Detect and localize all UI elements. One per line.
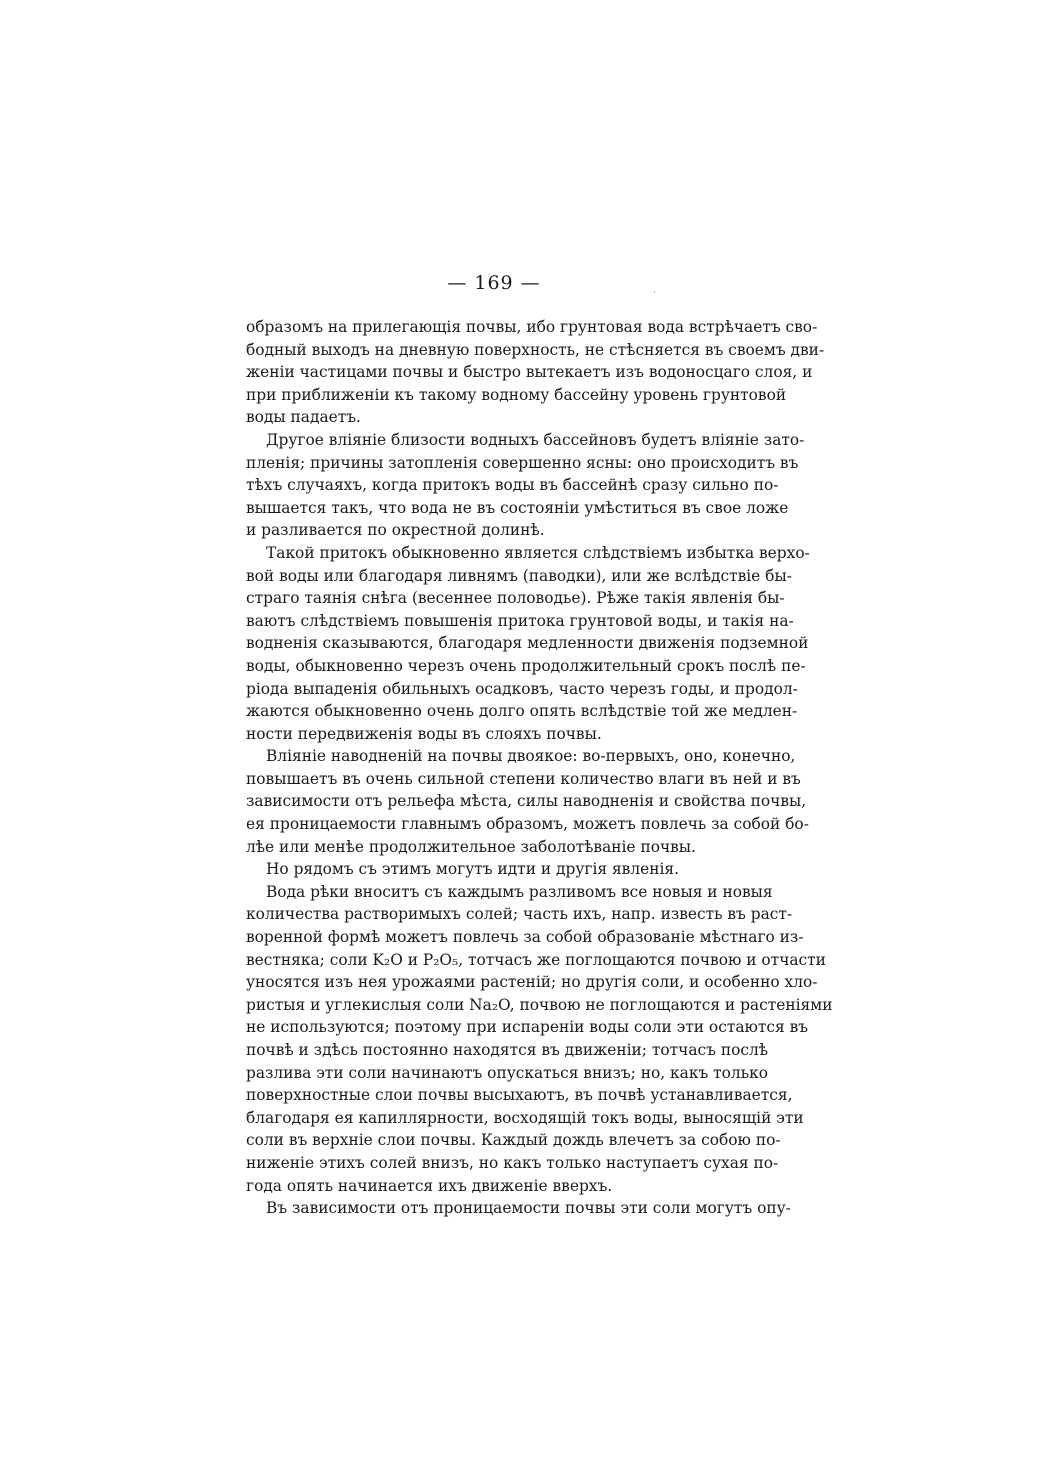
text-line: Такой притокъ обыкновенно является слѣдствіемъ избытка верхо- — [266, 543, 810, 562]
text-line: поверхностные слои почвы высыхаютъ, въ почвѣ устанавливается, — [246, 1086, 793, 1105]
text-line: ниженіе этихъ солей внизъ, но какъ только наступаетъ сухая по- — [246, 1153, 779, 1172]
text-line: Но рядомъ съ этимъ могутъ идти и другія явленія. — [266, 860, 680, 879]
text-line: жаются обыкновенно очень долго опять вслѣдствіе той же медлен- — [246, 702, 798, 721]
text-line: благодаря ея капиллярности, восходящій токъ воды, выносящій эти — [246, 1108, 804, 1127]
text-line: года опять начинается ихъ движеніе вверхъ. — [246, 1176, 613, 1195]
text-line: вышается такъ, что вода не въ состояніи умѣститься въ свое ложе — [246, 498, 789, 517]
text-line: ности передвиженія воды въ слояхъ почвы. — [246, 724, 602, 743]
text-line: почвѣ и здѣсь постоянно находятся въ движеніи; тотчасъ послѣ — [246, 1041, 769, 1059]
text-line: страго таянія снѣга (весеннее половодье). Рѣже такія явленія бы- — [246, 589, 785, 608]
text-line: уносятся изъ нея урожаями растеній; но другія соли, и особенно хло- — [246, 973, 818, 992]
text-line: количества растворимыхъ солей; часть ихъ, напр. известь въ раст- — [246, 905, 793, 924]
text-line: разлива эти соли начинаютъ опускаться внизъ; но, какъ только — [246, 1063, 768, 1082]
text-line: Въ зависимости отъ проницаемости почвы эти соли могутъ опу- — [266, 1199, 791, 1218]
text-line: вестняка; соли K₂O и P₂O₅, тотчасъ же поглощаются почвою и отчасти — [246, 950, 826, 969]
body-text — [246, 316, 833, 1220]
text-line: повышаетъ въ очень сильной степени количество влаги въ ней и въ — [246, 769, 801, 788]
text-line: ристыя и углекислыя соли Na₂O, почвою не поглощаются и растеніями — [246, 995, 833, 1014]
text-line: соли въ верхніе слои почвы. Каждый дождь влечетъ за собою по- — [246, 1131, 781, 1150]
text-line: Вода рѣки вноситъ съ каждымъ разливомъ все новыя и новыя — [266, 882, 773, 901]
text-line: Вліяніе наводненій на почвы двоякое: во-первыхъ, оно, конечно, — [266, 747, 796, 766]
text-line: женіи частицами почвы и быстро вытекаетъ изъ водоносцаго слоя, и — [246, 363, 813, 382]
text-line: не используются; поэтому при испареніи воды соли эти остаются въ — [246, 1018, 809, 1037]
text-line: ея проницаемости главнымъ образомъ, можетъ повлечь за собой бо- — [246, 815, 809, 834]
text-line: воды, обыкновенно черезъ очень продолжительный срокъ послѣ пе- — [246, 656, 806, 675]
text-line: ваютъ слѣдствіемъ повышенія притока грунтовой воды, и такія на- — [246, 611, 794, 630]
text-line: воды падаетъ. — [246, 408, 361, 427]
text-line: зависимости отъ рельефа мѣста, силы наводненія и свойства почвы, — [246, 792, 807, 811]
text-line: вой воды или благодаря ливнямъ (паводки), или же вслѣдствіе бы- — [246, 566, 792, 585]
text-line: Другое вліяніе близости водныхъ бассейновъ будетъ вліяніе зато- — [266, 430, 805, 449]
text-line: при приближеніи къ такому водному бассейну уровень грунтовой — [246, 385, 787, 404]
text-line: и разливается по окрестной долинѣ. — [246, 521, 545, 540]
text-line: бодный выходъ на дневную поверхность, не стѣсняется въ своемъ дви- — [246, 340, 825, 359]
text-line: ріода выпаденія обильныхъ осадковъ, часто черезъ годы, и продол- — [246, 679, 798, 698]
text-line: водненія сказываются, благодаря медленности движенія подземной — [246, 634, 809, 653]
scan-speck: · — [653, 288, 656, 298]
text-line: лѣе или менѣе продолжительное заболотѣваніе почвы. — [246, 837, 696, 856]
text-line: образомъ на прилегающія почвы, ибо грунтовая вода встрѣчаетъ сво- — [246, 318, 818, 336]
page-number: — 169 — — [447, 272, 541, 294]
text-line: тѣхъ случаяхъ, когда притокъ воды въ бассейнѣ сразу сильно по- — [246, 476, 779, 495]
text-line: воренной формѣ можетъ повлечь за собой образованіе мѣстнаго из- — [246, 928, 804, 947]
text-line: пленія; причины затопленія совершенно ясны: оно происходитъ въ — [246, 453, 799, 472]
